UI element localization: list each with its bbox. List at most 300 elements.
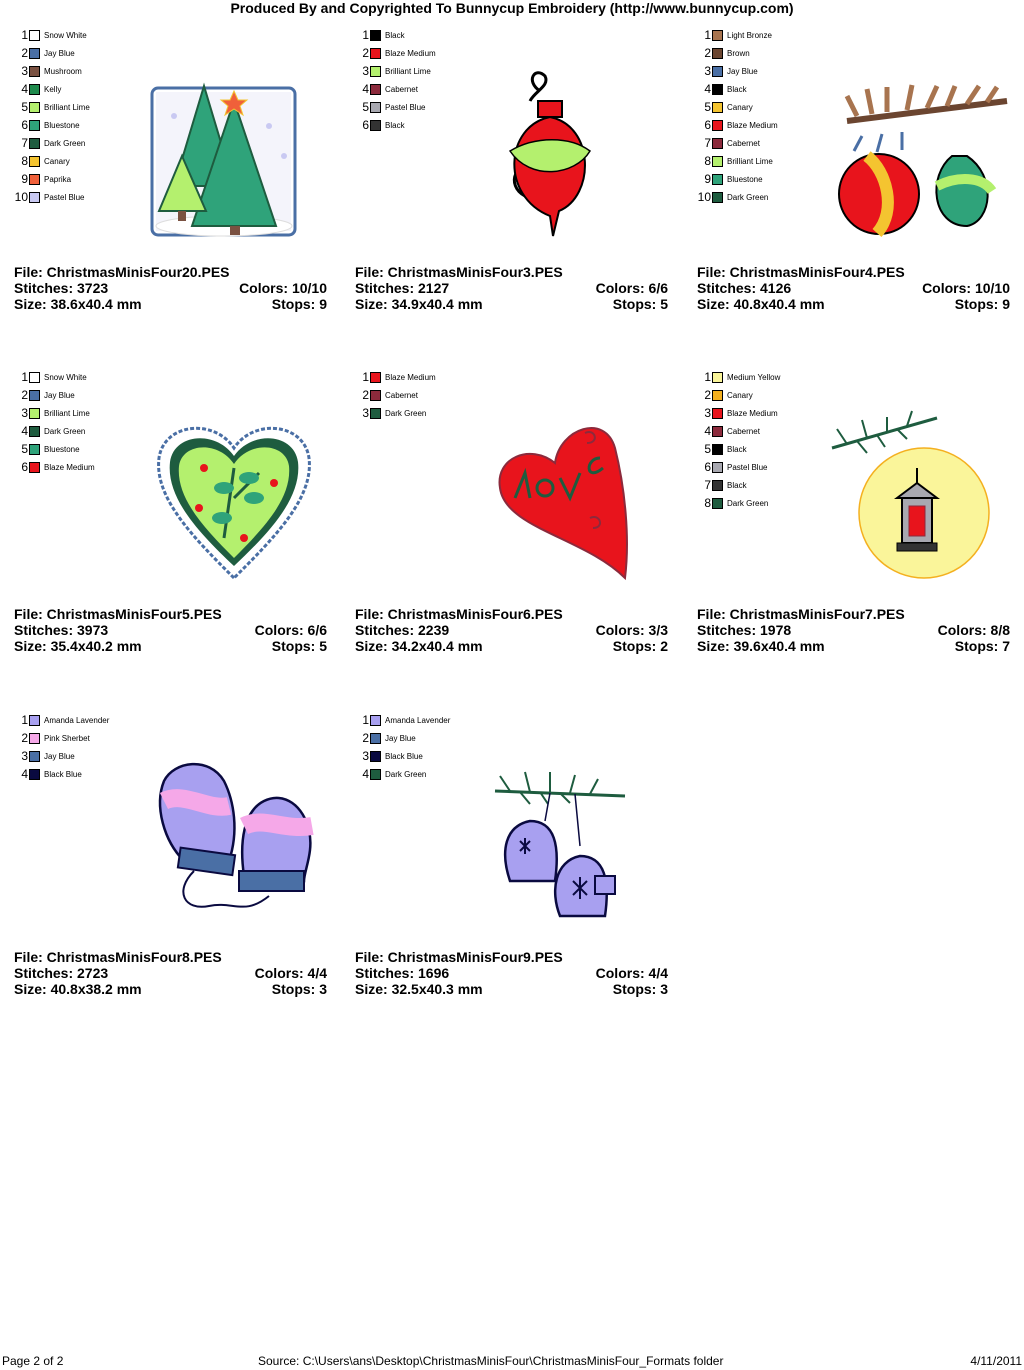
stitches-row bbox=[697, 622, 1010, 638]
file-name: File: ChristmasMinisFour7.PES bbox=[697, 606, 905, 622]
thread-number: 4 bbox=[704, 82, 711, 96]
stitch-count: Stitches: 2723 bbox=[14, 965, 109, 981]
thread-number: 3 bbox=[704, 406, 711, 420]
thread-name: Pastel Blue bbox=[727, 462, 768, 472]
thread-color-row bbox=[697, 368, 780, 386]
thread-color-row bbox=[697, 188, 778, 206]
thread-number: 1 bbox=[21, 28, 28, 42]
thread-swatch bbox=[712, 66, 723, 77]
thread-number: 8 bbox=[21, 154, 28, 168]
thread-swatch bbox=[712, 444, 723, 455]
thread-swatch bbox=[712, 462, 723, 473]
thread-swatch bbox=[370, 120, 381, 131]
mittens-art bbox=[134, 731, 334, 941]
thread-number: 3 bbox=[704, 64, 711, 78]
color-count: Colors: 10/10 bbox=[239, 280, 327, 296]
thread-color-row bbox=[697, 386, 780, 404]
thread-name: Medium Yellow bbox=[727, 372, 781, 382]
thread-swatch bbox=[712, 408, 723, 419]
thread-color-row bbox=[355, 747, 450, 765]
thread-number: 4 bbox=[21, 767, 28, 781]
thread-name: Pastel Blue bbox=[385, 102, 426, 112]
thread-palette bbox=[355, 368, 436, 422]
thread-palette bbox=[697, 368, 780, 512]
thread-swatch bbox=[29, 462, 40, 473]
design-cell bbox=[355, 711, 675, 1011]
stitch-count: Stitches: 3973 bbox=[14, 622, 109, 638]
footer-source: Source: C:\Users\ans\Desktop\ChristmasMinisFour\ChristmasMinisFour_Formats folder bbox=[258, 1354, 724, 1368]
design-info bbox=[14, 606, 327, 654]
thread-name: Black Blue bbox=[44, 769, 82, 779]
thread-swatch bbox=[712, 30, 723, 41]
thread-color-row bbox=[697, 440, 780, 458]
christmas-trees-art bbox=[134, 46, 334, 256]
thread-swatch bbox=[370, 372, 381, 383]
thread-swatch bbox=[712, 48, 723, 59]
thread-name: Black Blue bbox=[385, 751, 423, 761]
color-count: Colors: 10/10 bbox=[922, 280, 1010, 296]
thread-color-row bbox=[14, 134, 90, 152]
thread-number: 3 bbox=[362, 64, 369, 78]
thread-swatch bbox=[370, 733, 381, 744]
size-row bbox=[355, 981, 668, 997]
file-row bbox=[14, 949, 327, 965]
thread-number: 3 bbox=[21, 64, 28, 78]
thread-swatch bbox=[712, 84, 723, 95]
thread-number: 1 bbox=[362, 713, 369, 727]
thread-name: Brilliant Lime bbox=[727, 156, 773, 166]
thread-name: Blaze Medium bbox=[385, 48, 436, 58]
thread-number: 2 bbox=[362, 731, 369, 745]
thread-number: 1 bbox=[362, 28, 369, 42]
thread-swatch bbox=[29, 138, 40, 149]
thread-color-row bbox=[697, 152, 778, 170]
design-size: Size: 34.2x40.4 mm bbox=[355, 638, 483, 654]
file-row bbox=[14, 264, 327, 280]
thread-number: 5 bbox=[21, 442, 28, 456]
design-size: Size: 32.5x40.3 mm bbox=[355, 981, 483, 997]
heart-holly-art bbox=[134, 388, 334, 598]
thread-number: 8 bbox=[704, 496, 711, 510]
thread-number: 4 bbox=[362, 82, 369, 96]
thread-number: 2 bbox=[704, 46, 711, 60]
design-size: Size: 40.8x40.4 mm bbox=[697, 296, 825, 312]
stitches-row bbox=[14, 965, 327, 981]
thread-swatch bbox=[29, 174, 40, 185]
pine-ornaments-art bbox=[817, 46, 1017, 256]
file-name: File: ChristmasMinisFour3.PES bbox=[355, 264, 563, 280]
thread-color-row bbox=[697, 44, 778, 62]
thread-color-row bbox=[697, 98, 778, 116]
thread-swatch bbox=[29, 769, 40, 780]
file-name: File: ChristmasMinisFour5.PES bbox=[14, 606, 222, 622]
thread-name: Canary bbox=[727, 390, 753, 400]
thread-color-row bbox=[355, 368, 436, 386]
thread-swatch bbox=[370, 48, 381, 59]
thread-swatch bbox=[712, 390, 723, 401]
thread-swatch bbox=[712, 192, 723, 203]
thread-swatch bbox=[370, 66, 381, 77]
thread-color-row bbox=[355, 116, 436, 134]
thread-number: 6 bbox=[21, 118, 28, 132]
thread-number: 8 bbox=[704, 154, 711, 168]
thread-swatch bbox=[29, 156, 40, 167]
thread-swatch bbox=[712, 174, 723, 185]
thread-swatch bbox=[29, 192, 40, 203]
lantern-art bbox=[817, 388, 1017, 598]
thread-number: 5 bbox=[362, 100, 369, 114]
file-row bbox=[697, 264, 1010, 280]
design-info bbox=[355, 949, 668, 997]
love-heart-art bbox=[475, 388, 675, 598]
thread-name: Dark Green bbox=[727, 498, 769, 508]
thread-color-row bbox=[697, 476, 780, 494]
file-row bbox=[14, 606, 327, 622]
thread-number: 1 bbox=[21, 370, 28, 384]
thread-name: Bluestone bbox=[44, 120, 80, 130]
thread-color-row bbox=[14, 98, 90, 116]
thread-number: 3 bbox=[362, 406, 369, 420]
thread-name: Pastel Blue bbox=[44, 192, 85, 202]
stitches-row bbox=[14, 280, 327, 296]
thread-color-row bbox=[355, 62, 436, 80]
thread-name: Brilliant Lime bbox=[44, 102, 90, 112]
stop-count: Stops: 3 bbox=[271, 981, 327, 997]
design-size: Size: 35.4x40.2 mm bbox=[14, 638, 142, 654]
thread-name: Black bbox=[385, 30, 405, 40]
file-name: File: ChristmasMinisFour4.PES bbox=[697, 264, 905, 280]
thread-number: 1 bbox=[704, 370, 711, 384]
thread-swatch bbox=[370, 769, 381, 780]
thread-number: 2 bbox=[362, 388, 369, 402]
thread-name: Dark Green bbox=[385, 408, 427, 418]
thread-swatch bbox=[29, 426, 40, 437]
thread-number: 5 bbox=[704, 442, 711, 456]
thread-name: Cabernet bbox=[385, 84, 418, 94]
thread-swatch bbox=[712, 480, 723, 491]
thread-name: Cabernet bbox=[385, 390, 418, 400]
thread-palette bbox=[697, 26, 778, 206]
thread-number: 10 bbox=[697, 190, 711, 204]
thread-color-row bbox=[697, 494, 780, 512]
thread-number: 7 bbox=[704, 136, 711, 150]
thread-palette bbox=[14, 26, 90, 206]
thread-swatch bbox=[370, 408, 381, 419]
thread-swatch bbox=[370, 30, 381, 41]
size-row bbox=[14, 981, 327, 997]
thread-number: 5 bbox=[21, 100, 28, 114]
thread-name: Blaze Medium bbox=[44, 462, 95, 472]
design-cell bbox=[697, 26, 1017, 326]
design-cell bbox=[14, 711, 334, 1011]
color-count: Colors: 4/4 bbox=[595, 965, 668, 981]
stop-count: Stops: 9 bbox=[954, 296, 1010, 312]
thread-swatch bbox=[712, 102, 723, 113]
thread-swatch bbox=[712, 138, 723, 149]
thread-number: 6 bbox=[704, 118, 711, 132]
file-name: File: ChristmasMinisFour6.PES bbox=[355, 606, 563, 622]
footer-page: Page 2 of 2 bbox=[2, 1354, 64, 1368]
thread-palette bbox=[14, 711, 109, 783]
design-info bbox=[697, 264, 1010, 312]
thread-color-row bbox=[14, 188, 90, 206]
thread-number: 4 bbox=[362, 767, 369, 781]
design-cell bbox=[355, 26, 675, 326]
thread-color-row bbox=[14, 711, 109, 729]
thread-name: Dark Green bbox=[44, 426, 86, 436]
file-row bbox=[355, 949, 668, 965]
thread-name: Cabernet bbox=[727, 138, 760, 148]
thread-color-row bbox=[355, 729, 450, 747]
thread-number: 2 bbox=[21, 46, 28, 60]
thread-name: Paprika bbox=[44, 174, 72, 184]
thread-name: Black bbox=[727, 444, 747, 454]
thread-name: Brilliant Lime bbox=[44, 408, 90, 418]
design-info bbox=[14, 264, 327, 312]
thread-color-row bbox=[355, 765, 450, 783]
thread-number: 5 bbox=[704, 100, 711, 114]
thread-swatch bbox=[29, 444, 40, 455]
file-row bbox=[697, 606, 1010, 622]
hanging-mittens-art bbox=[475, 731, 675, 941]
thread-color-row bbox=[697, 62, 778, 80]
thread-color-row bbox=[697, 422, 780, 440]
thread-swatch bbox=[712, 156, 723, 167]
thread-color-row bbox=[14, 170, 90, 188]
thread-color-row bbox=[355, 711, 450, 729]
stop-count: Stops: 3 bbox=[612, 981, 668, 997]
stitches-row bbox=[14, 622, 327, 638]
design-info bbox=[697, 606, 1010, 654]
thread-name: Black bbox=[727, 84, 747, 94]
color-count: Colors: 3/3 bbox=[595, 622, 668, 638]
thread-name: Jay Blue bbox=[44, 751, 75, 761]
thread-color-row bbox=[14, 765, 109, 783]
thread-name: Blaze Medium bbox=[385, 372, 436, 382]
thread-swatch bbox=[370, 84, 381, 95]
design-info bbox=[355, 606, 668, 654]
file-name: File: ChristmasMinisFour20.PES bbox=[14, 264, 230, 280]
footer-date: 4/11/2011 bbox=[970, 1354, 1022, 1368]
thread-number: 6 bbox=[362, 118, 369, 132]
thread-swatch bbox=[370, 715, 381, 726]
thread-palette bbox=[355, 26, 436, 134]
size-row bbox=[355, 296, 668, 312]
thread-color-row bbox=[14, 152, 90, 170]
thread-palette bbox=[355, 711, 450, 783]
stitch-count: Stitches: 2127 bbox=[355, 280, 450, 296]
thread-swatch bbox=[370, 390, 381, 401]
thread-number: 2 bbox=[362, 46, 369, 60]
thread-number: 3 bbox=[362, 749, 369, 763]
thread-color-row bbox=[697, 458, 780, 476]
thread-color-row bbox=[14, 404, 95, 422]
thread-color-row bbox=[14, 440, 95, 458]
thread-color-row bbox=[14, 386, 95, 404]
stitches-row bbox=[355, 965, 668, 981]
thread-name: Black bbox=[727, 480, 747, 490]
thread-name: Pink Sherbet bbox=[44, 733, 90, 743]
thread-swatch bbox=[712, 498, 723, 509]
size-row bbox=[14, 638, 327, 654]
thread-color-row bbox=[355, 44, 436, 62]
thread-swatch bbox=[29, 120, 40, 131]
size-row bbox=[355, 638, 668, 654]
thread-number: 2 bbox=[21, 388, 28, 402]
thread-swatch bbox=[370, 751, 381, 762]
thread-color-row bbox=[355, 386, 436, 404]
page-title: Produced By and Copyrighted To Bunnycup Embroidery (http://www.bunnycup.com) bbox=[230, 0, 794, 16]
thread-number: 10 bbox=[14, 190, 28, 204]
thread-color-row bbox=[697, 116, 778, 134]
thread-swatch bbox=[29, 733, 40, 744]
thread-number: 3 bbox=[21, 749, 28, 763]
thread-name: Blaze Medium bbox=[727, 408, 778, 418]
stitches-row bbox=[697, 280, 1010, 296]
stitch-count: Stitches: 2239 bbox=[355, 622, 450, 638]
design-info bbox=[355, 264, 668, 312]
thread-name: Blaze Medium bbox=[727, 120, 778, 130]
thread-number: 4 bbox=[21, 424, 28, 438]
thread-name: Jay Blue bbox=[385, 733, 416, 743]
size-row bbox=[14, 296, 327, 312]
thread-name: Dark Green bbox=[44, 138, 86, 148]
thread-name: Jay Blue bbox=[44, 390, 75, 400]
thread-number: 4 bbox=[21, 82, 28, 96]
thread-color-row bbox=[14, 80, 90, 98]
design-size: Size: 34.9x40.4 mm bbox=[355, 296, 483, 312]
thread-swatch bbox=[29, 390, 40, 401]
design-info bbox=[14, 949, 327, 997]
thread-number: 9 bbox=[704, 172, 711, 186]
thread-color-row bbox=[697, 134, 778, 152]
thread-name: Brown bbox=[727, 48, 750, 58]
thread-swatch bbox=[29, 715, 40, 726]
thread-swatch bbox=[29, 84, 40, 95]
thread-name: Dark Green bbox=[385, 769, 427, 779]
thread-color-row bbox=[355, 98, 436, 116]
file-row bbox=[355, 606, 668, 622]
thread-number: 4 bbox=[704, 424, 711, 438]
thread-swatch bbox=[29, 102, 40, 113]
ornament-art bbox=[475, 46, 675, 256]
thread-color-row bbox=[14, 62, 90, 80]
thread-color-row bbox=[697, 80, 778, 98]
thread-name: Brilliant Lime bbox=[385, 66, 431, 76]
thread-swatch bbox=[29, 30, 40, 41]
thread-swatch bbox=[712, 372, 723, 383]
size-row bbox=[697, 296, 1010, 312]
thread-swatch bbox=[29, 751, 40, 762]
thread-swatch bbox=[370, 102, 381, 113]
stop-count: Stops: 5 bbox=[612, 296, 668, 312]
thread-number: 1 bbox=[362, 370, 369, 384]
thread-color-row bbox=[14, 458, 95, 476]
design-cell bbox=[14, 368, 334, 668]
thread-number: 3 bbox=[21, 406, 28, 420]
file-name: File: ChristmasMinisFour9.PES bbox=[355, 949, 563, 965]
thread-color-row bbox=[14, 729, 109, 747]
thread-name: Jay Blue bbox=[727, 66, 758, 76]
thread-number: 7 bbox=[704, 478, 711, 492]
design-cell bbox=[355, 368, 675, 668]
thread-name: Canary bbox=[44, 156, 70, 166]
stop-count: Stops: 9 bbox=[271, 296, 327, 312]
thread-swatch bbox=[29, 372, 40, 383]
thread-color-row bbox=[14, 747, 109, 765]
color-count: Colors: 4/4 bbox=[254, 965, 327, 981]
thread-palette bbox=[14, 368, 95, 476]
thread-name: Dark Green bbox=[727, 192, 769, 202]
thread-swatch bbox=[712, 426, 723, 437]
stitch-count: Stitches: 1696 bbox=[355, 965, 450, 981]
stitch-count: Stitches: 4126 bbox=[697, 280, 792, 296]
thread-swatch bbox=[29, 408, 40, 419]
thread-name: Mushroom bbox=[44, 66, 82, 76]
thread-color-row bbox=[355, 80, 436, 98]
thread-number: 2 bbox=[21, 731, 28, 745]
thread-name: Cabernet bbox=[727, 426, 760, 436]
design-size: Size: 38.6x40.4 mm bbox=[14, 296, 142, 312]
design-cell bbox=[697, 368, 1017, 668]
color-count: Colors: 6/6 bbox=[595, 280, 668, 296]
stop-count: Stops: 5 bbox=[271, 638, 327, 654]
thread-swatch bbox=[712, 120, 723, 131]
design-cell bbox=[14, 26, 334, 326]
thread-number: 6 bbox=[704, 460, 711, 474]
stitch-count: Stitches: 3723 bbox=[14, 280, 109, 296]
stop-count: Stops: 7 bbox=[954, 638, 1010, 654]
thread-name: Kelly bbox=[44, 84, 62, 94]
color-count: Colors: 6/6 bbox=[254, 622, 327, 638]
thread-color-row bbox=[14, 44, 90, 62]
thread-name: Snow White bbox=[44, 30, 87, 40]
thread-name: Amanda Lavender bbox=[44, 715, 110, 725]
thread-number: 9 bbox=[21, 172, 28, 186]
stitches-row bbox=[355, 622, 668, 638]
stitch-count: Stitches: 1978 bbox=[697, 622, 792, 638]
file-row bbox=[355, 264, 668, 280]
design-size: Size: 39.6x40.4 mm bbox=[697, 638, 825, 654]
thread-name: Amanda Lavender bbox=[385, 715, 451, 725]
thread-number: 1 bbox=[704, 28, 711, 42]
thread-number: 1 bbox=[21, 713, 28, 727]
stitches-row bbox=[355, 280, 668, 296]
thread-color-row bbox=[697, 404, 780, 422]
thread-number: 6 bbox=[21, 460, 28, 474]
color-count: Colors: 8/8 bbox=[937, 622, 1010, 638]
thread-color-row bbox=[14, 26, 90, 44]
thread-color-row bbox=[14, 368, 95, 386]
thread-name: Bluestone bbox=[727, 174, 763, 184]
thread-swatch bbox=[29, 48, 40, 59]
file-name: File: ChristmasMinisFour8.PES bbox=[14, 949, 222, 965]
design-size: Size: 40.8x38.2 mm bbox=[14, 981, 142, 997]
thread-name: Bluestone bbox=[44, 444, 80, 454]
thread-name: Jay Blue bbox=[44, 48, 75, 58]
thread-color-row bbox=[697, 26, 778, 44]
thread-name: Snow White bbox=[44, 372, 87, 382]
thread-color-row bbox=[697, 170, 778, 188]
thread-color-row bbox=[14, 116, 90, 134]
thread-number: 7 bbox=[21, 136, 28, 150]
thread-swatch bbox=[29, 66, 40, 77]
thread-color-row bbox=[14, 422, 95, 440]
size-row bbox=[697, 638, 1010, 654]
thread-color-row bbox=[355, 404, 436, 422]
stop-count: Stops: 2 bbox=[612, 638, 668, 654]
thread-name: Light Bronze bbox=[727, 30, 772, 40]
